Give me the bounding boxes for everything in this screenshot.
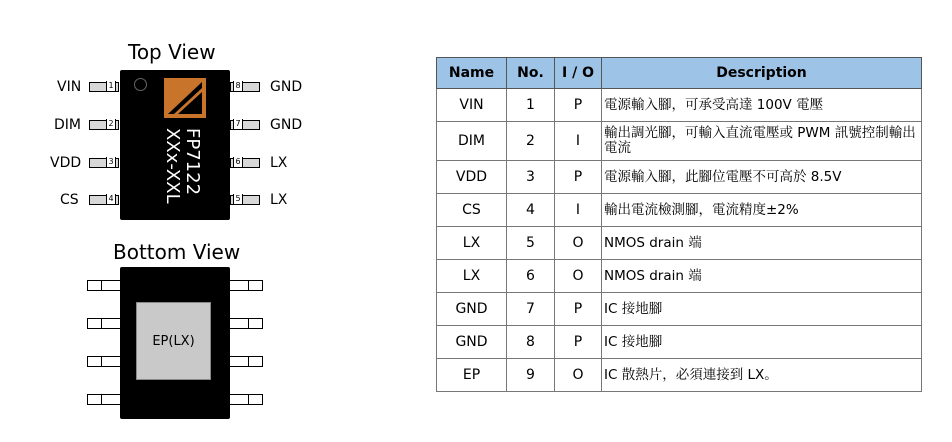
pin1-marker bbox=[134, 78, 147, 91]
cell-desc: NMOS drain 端 bbox=[602, 260, 922, 293]
cell-desc: NMOS drain 端 bbox=[602, 227, 922, 260]
pin-8: 8 bbox=[230, 82, 260, 92]
table-row bbox=[437, 89, 922, 122]
cell-no: 6 bbox=[507, 260, 555, 293]
pin-label-lx-5: LX bbox=[270, 192, 288, 208]
table-row bbox=[437, 227, 922, 260]
cell-io: P bbox=[555, 326, 602, 359]
cell-io: P bbox=[555, 161, 602, 194]
cell-desc: IC 接地腳 bbox=[602, 293, 922, 326]
cell-desc: 電源輸入腳，可承受高達 100V 電壓 bbox=[602, 89, 922, 122]
bottom-pin bbox=[229, 318, 263, 329]
header-no: No. bbox=[507, 58, 555, 89]
bottom-pin bbox=[87, 318, 121, 329]
cell-desc: IC 接地腳 bbox=[602, 326, 922, 359]
exposed-pad-label: EP(LX) bbox=[152, 333, 195, 349]
cell-io: O bbox=[555, 359, 602, 392]
bottom-pin bbox=[229, 394, 263, 405]
pin-label-vdd: VDD bbox=[50, 155, 82, 171]
table-row bbox=[437, 161, 922, 194]
cell-name: EP bbox=[437, 359, 507, 392]
cell-name: CS bbox=[437, 194, 507, 227]
table-row bbox=[437, 326, 922, 359]
cell-name: LX bbox=[437, 260, 507, 293]
cell-no: 1 bbox=[507, 89, 555, 122]
cell-desc: 輸出調光腳，可輸入直流電壓或 PWM 訊號控制輸出電流 bbox=[602, 122, 922, 161]
pin-label-gnd-7: GND bbox=[270, 117, 303, 133]
pin-label-lx-6: LX bbox=[270, 155, 288, 171]
pin-3: 3 bbox=[89, 158, 119, 168]
pin-label-vin: VIN bbox=[57, 79, 82, 95]
chip-marking-code: XXx-XXL bbox=[162, 128, 183, 204]
pin-4: 4 bbox=[89, 195, 119, 205]
cell-io: I bbox=[555, 194, 602, 227]
cell-io: P bbox=[555, 293, 602, 326]
cell-desc: IC 散熱片，必須連接到 LX。 bbox=[602, 359, 922, 392]
cell-name: DIM bbox=[437, 122, 507, 161]
bottom-pin bbox=[229, 356, 263, 367]
pin-7: 7 bbox=[230, 120, 260, 130]
bottom-pin bbox=[87, 394, 121, 405]
cell-name: GND bbox=[437, 326, 507, 359]
pin-2: 2 bbox=[89, 120, 119, 130]
bottom-pin bbox=[87, 356, 121, 367]
cell-io: O bbox=[555, 260, 602, 293]
pin-label-gnd-8: GND bbox=[270, 79, 303, 95]
table-row bbox=[437, 194, 922, 227]
cell-no: 3 bbox=[507, 161, 555, 194]
header-name: Name bbox=[437, 58, 507, 89]
table-row bbox=[437, 293, 922, 326]
table-row bbox=[437, 359, 922, 392]
bottom-pin bbox=[229, 280, 263, 291]
cell-io: I bbox=[555, 122, 602, 161]
pin-label-dim: DIM bbox=[54, 117, 81, 133]
cell-no: 7 bbox=[507, 293, 555, 326]
top-view-title: Top View bbox=[128, 40, 216, 64]
cell-no: 4 bbox=[507, 194, 555, 227]
company-logo-icon bbox=[164, 78, 206, 118]
header-description: Description bbox=[602, 58, 922, 89]
bottom-view-title: Bottom View bbox=[113, 240, 241, 264]
cell-name: GND bbox=[437, 293, 507, 326]
pin-5: 5 bbox=[230, 195, 260, 205]
cell-name: VIN bbox=[437, 89, 507, 122]
cell-no: 2 bbox=[507, 122, 555, 161]
cell-desc: 電源輸入腳，此腳位電壓不可高於 8.5V bbox=[602, 161, 922, 194]
table-header-row bbox=[437, 58, 922, 89]
cell-desc: 輸出電流檢測腳，電流精度±2% bbox=[602, 194, 922, 227]
table-row bbox=[437, 122, 922, 161]
cell-no: 8 bbox=[507, 326, 555, 359]
header-io: I / O bbox=[555, 58, 602, 89]
pin-description-table bbox=[436, 57, 922, 392]
table-row bbox=[437, 260, 922, 293]
pin-6: 6 bbox=[230, 158, 260, 168]
bottom-pin bbox=[87, 280, 121, 291]
cell-no: 5 bbox=[507, 227, 555, 260]
cell-name: VDD bbox=[437, 161, 507, 194]
chip-body-bottom bbox=[120, 267, 230, 419]
chip-body-top bbox=[120, 70, 230, 220]
cell-name: LX bbox=[437, 227, 507, 260]
cell-io: O bbox=[555, 227, 602, 260]
cell-no: 9 bbox=[507, 359, 555, 392]
pin-label-cs: CS bbox=[60, 192, 79, 208]
exposed-pad bbox=[136, 302, 211, 380]
cell-io: P bbox=[555, 89, 602, 122]
chip-marking-part: FP7122 bbox=[182, 128, 203, 196]
pin-1: 1 bbox=[89, 82, 119, 92]
